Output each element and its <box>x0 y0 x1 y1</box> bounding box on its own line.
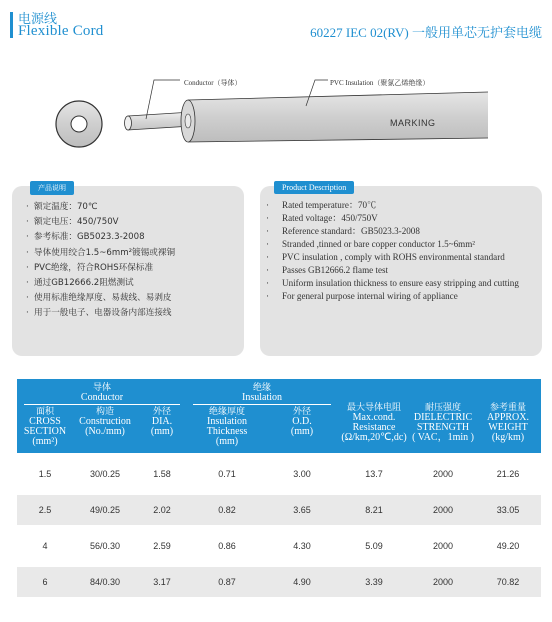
specification-table <box>17 379 541 597</box>
page-title-cn: 电源线 <box>18 12 58 27</box>
cell-construction: 49/0.25 <box>73 495 137 525</box>
list-item: · Rated voltage：450/750V <box>266 213 378 223</box>
list-item: · For general purpose internal wiring of appliance <box>266 291 458 301</box>
cell-cross-section: 2.5 <box>17 495 73 525</box>
cell-weight: 49.20 <box>475 531 541 561</box>
product-description-cn-panel <box>12 186 244 356</box>
cell-weight: 33.05 <box>475 495 541 525</box>
cross-section-conductor <box>71 116 87 132</box>
column-header-outer-dia: 外径 O.D. (mm) <box>267 407 337 453</box>
list-item: · 用于一般电子、电器设备内部连接线 <box>26 308 172 319</box>
column-header-dielectric: 耐压强度 DIELECTRIC STRENGTH ( VAC，1min ) <box>411 379 475 453</box>
cell-conductor-dia: 3.17 <box>137 567 187 597</box>
cell-resistance: 13.7 <box>337 459 411 489</box>
cell-conductor-dia: 2.02 <box>137 495 187 525</box>
list-item: · Passes GB12666.2 flame test <box>266 265 389 275</box>
table-group-header-row <box>17 379 541 407</box>
list-item: · Uniform insulation thickness to ensure easy stripping and cutting <box>266 278 519 288</box>
description-cn-list <box>26 200 230 322</box>
list-item: · 参考标准：GB5023.3-2008 <box>26 232 145 243</box>
list-item: · Reference standard：GB5023.3-2008 <box>266 226 420 236</box>
cell-dielectric: 2000 <box>411 459 475 489</box>
cell-outer-dia: 4.90 <box>267 567 337 597</box>
list-item: · 通过GB12666.2阻燃测试 <box>26 278 134 289</box>
pvc-insulation-label: PVC Insulation（聚氯乙烯绝缘） <box>330 79 430 87</box>
column-header-weight: 参考重量 APPROX. WEIGHT (kg/km) <box>475 379 541 453</box>
list-item: · PVC insulation , comply with ROHS environmental standard <box>266 252 505 262</box>
cell-construction: 84/0.30 <box>73 567 137 597</box>
cell-resistance: 8.21 <box>337 495 411 525</box>
cell-cross-section: 1.5 <box>17 459 73 489</box>
table-row <box>17 495 541 525</box>
table-row <box>17 531 541 561</box>
cell-insulation-thickness: 0.87 <box>187 567 267 597</box>
cell-outer-dia: 4.30 <box>267 531 337 561</box>
description-en-list <box>266 200 528 302</box>
list-item: · 导体使用绞合1.5~6mm²镀锡或裸铜 <box>26 247 176 258</box>
list-item: · 额定电压：450/750V <box>26 217 119 228</box>
cell-construction: 30/0.25 <box>73 459 137 489</box>
description-cn-tag: 产品说明 <box>30 181 74 195</box>
insulation-group-header: 绝缘 Insulation <box>187 379 337 407</box>
cable-insulation <box>188 92 488 142</box>
cell-dielectric: 2000 <box>411 531 475 561</box>
cell-cross-section: 6 <box>17 567 73 597</box>
table-row <box>17 459 541 489</box>
page-title-en: Flexible Cord <box>18 23 104 39</box>
cell-insulation-thickness: 0.82 <box>187 495 267 525</box>
list-item: · Rated temperature：70℃ <box>266 200 377 210</box>
list-item: · Stranded ,tinned or bare copper conductor 1.5~6mm² <box>266 239 476 249</box>
column-header-construction: 构造 Construction (No./mm) <box>73 407 137 453</box>
cell-weight: 21.26 <box>475 459 541 489</box>
list-item: · PVC绝缘，符合ROHS环保标准 <box>26 262 154 273</box>
title-accent-bar <box>10 12 13 38</box>
marking-label: MARKING <box>390 118 436 128</box>
cell-dielectric: 2000 <box>411 567 475 597</box>
cell-construction: 56/0.30 <box>73 531 137 561</box>
list-item: · 额定温度：70℃ <box>26 202 98 212</box>
cell-weight: 70.82 <box>475 567 541 597</box>
cell-resistance: 5.09 <box>337 531 411 561</box>
cell-outer-dia: 3.00 <box>267 459 337 489</box>
conductor-group-header: 导体 Conductor <box>17 379 187 407</box>
cell-dielectric: 2000 <box>411 495 475 525</box>
column-header-resistance: 最大导体电阻 Max.cond. Resistance (Ω/km,20℃,dc) <box>337 379 411 453</box>
column-header-cross-section: 面积 CROSS SECTION (mm²) <box>17 407 73 453</box>
conductor-end <box>125 116 132 130</box>
cell-insulation-thickness: 0.86 <box>187 531 267 561</box>
cell-cross-section: 4 <box>17 531 73 561</box>
cable-diagram <box>0 58 552 168</box>
column-header-conductor-dia: 外径 DIA. (mm) <box>137 407 187 453</box>
cell-resistance: 3.39 <box>337 567 411 597</box>
cell-conductor-dia: 2.59 <box>137 531 187 561</box>
column-header-insulation-thickness: 绝缘厚度 Insulation Thickness (mm) <box>187 407 267 453</box>
cell-conductor-dia: 1.58 <box>137 459 187 489</box>
conductor-label: Conductor（导体） <box>184 79 242 87</box>
description-en-tag: Product Description <box>274 181 354 194</box>
cell-insulation-thickness: 0.71 <box>187 459 267 489</box>
list-item: · 使用标准绝缘厚度、易裁线、易剥皮 <box>26 293 172 304</box>
cell-outer-dia: 3.65 <box>267 495 337 525</box>
product-model-title: 60227 IEC 02(RV) 一般用单芯无护套电缆 <box>310 25 542 40</box>
product-description-en-panel <box>260 183 542 356</box>
table-row <box>17 567 541 597</box>
